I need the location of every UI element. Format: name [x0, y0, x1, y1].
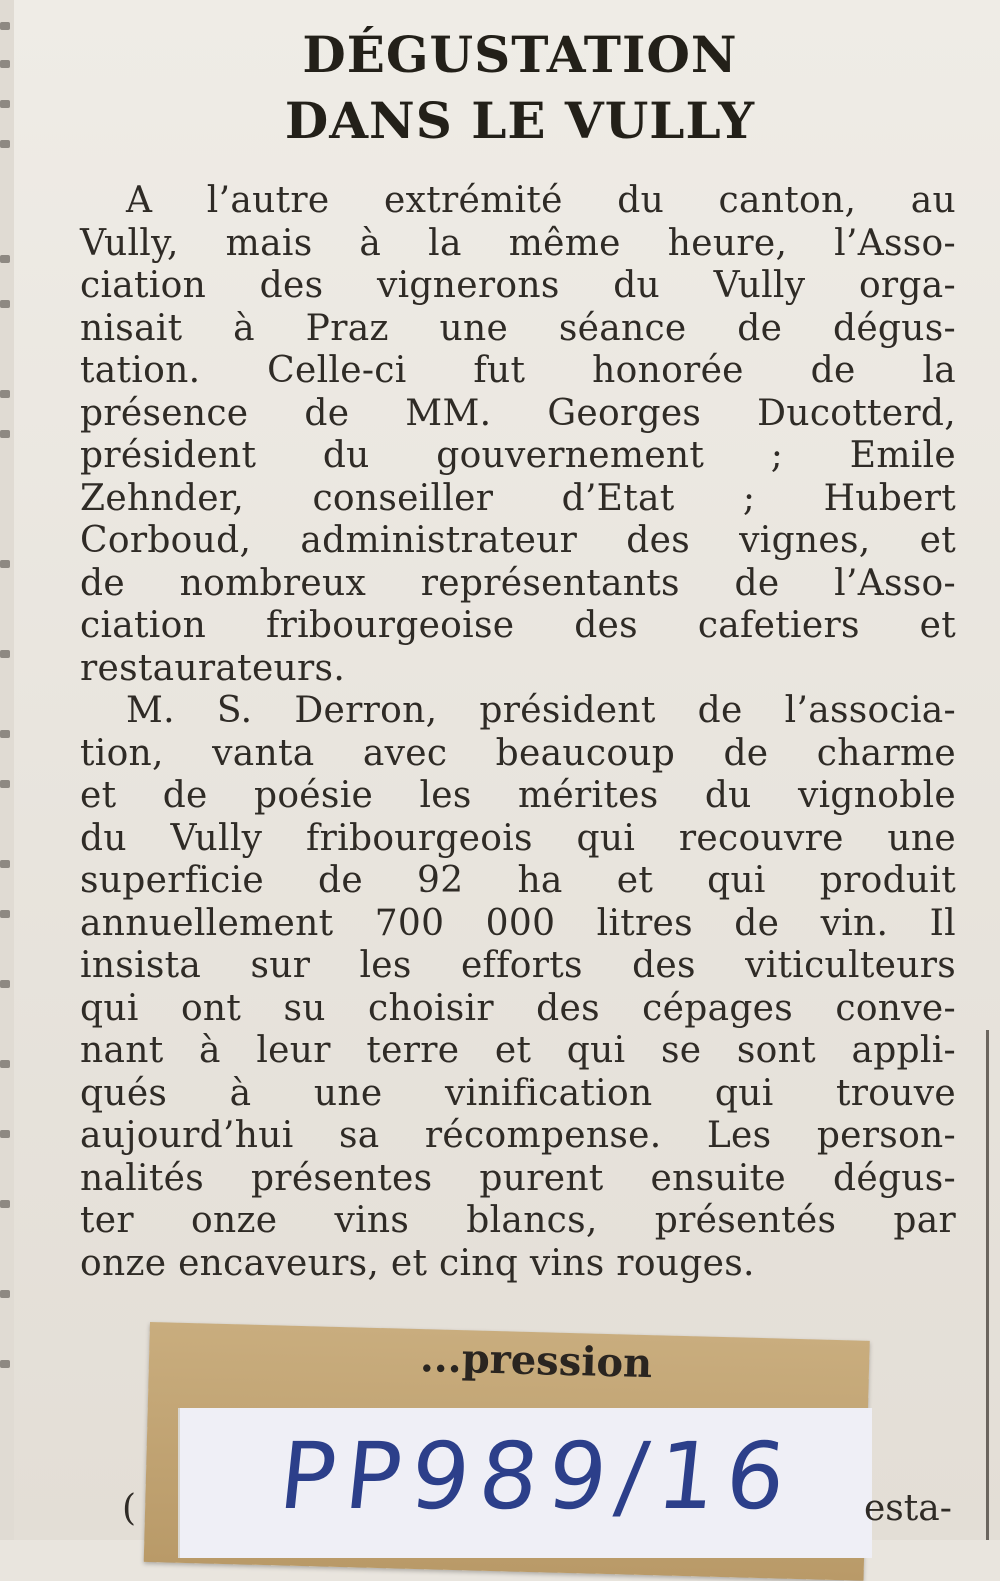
article-line: restaurateurs.: [80, 647, 346, 689]
adjacent-column-text-fragments: [0, 0, 14, 1540]
headline-line-2: DANS LE VULLY: [284, 91, 756, 150]
article-line: ciation des vignerons du Vully orga-: [80, 265, 956, 306]
headline-line-1: DÉGUSTATION: [302, 25, 738, 84]
article-line: qués à une vinification qui trouve: [80, 1072, 956, 1114]
article-line: onze encaveurs, et cinq vins rouges.: [80, 1242, 755, 1284]
article-line: superficie de 92 ha et qui produit: [80, 860, 956, 901]
article-line: A l’autre extrémité du canton, au: [126, 180, 956, 221]
article-line: nalités présentes purent ensuite dégus-: [80, 1157, 956, 1199]
article-line: et de poésie les mérites du vignoble: [80, 775, 956, 816]
article-line: nant à leur terre et qui se sont appli-: [80, 1030, 956, 1071]
partial-heading: ...pression: [419, 1334, 653, 1388]
article-line: nisait à Praz une séance de dégus-: [80, 307, 956, 349]
article-line: présence de MM. Georges Ducotterd,: [80, 392, 956, 434]
text-fragment-right: esta-: [864, 1488, 952, 1529]
article-line: M. S. Derron, président de l’associa-: [126, 690, 956, 731]
headline: [200, 22, 840, 154]
article-line: ciation fribourgeoise des cafetiers et: [80, 605, 956, 646]
article-line: du Vully fribourgeois qui recouvre une: [80, 817, 956, 859]
article-line: Zehnder, conseiller d’Etat ; Hubert: [80, 477, 956, 519]
column-rule: [986, 1030, 989, 1540]
article-line: de nombreux représentants de l’Asso-: [80, 562, 956, 604]
article-line: président du gouvernement ; Emile: [80, 435, 956, 476]
text-fragment-left: (: [122, 1488, 137, 1529]
article-line: tion, vanta avec beaucoup de charme: [80, 732, 956, 774]
article-line: insista sur les efforts des viticulteurs: [80, 945, 956, 986]
article-line: annuellement 700 000 litres de vin. Il: [80, 902, 956, 944]
article-body: [80, 180, 956, 1285]
article-line: ter onze vins blancs, présentés par: [80, 1200, 956, 1241]
article-line: tation. Celle-ci fut honorée de la: [80, 350, 956, 391]
article-line: aujourd’hui sa récompense. Les person-: [80, 1115, 956, 1156]
handwritten-archive-number: PP989/16: [274, 1423, 801, 1530]
article-line: Vully, mais à la même heure, l’Asso-: [80, 222, 956, 264]
article-line: qui ont su choisir des cépages conve-: [80, 987, 956, 1029]
article-line: Corboud, administrateur des vignes, et: [80, 520, 956, 561]
